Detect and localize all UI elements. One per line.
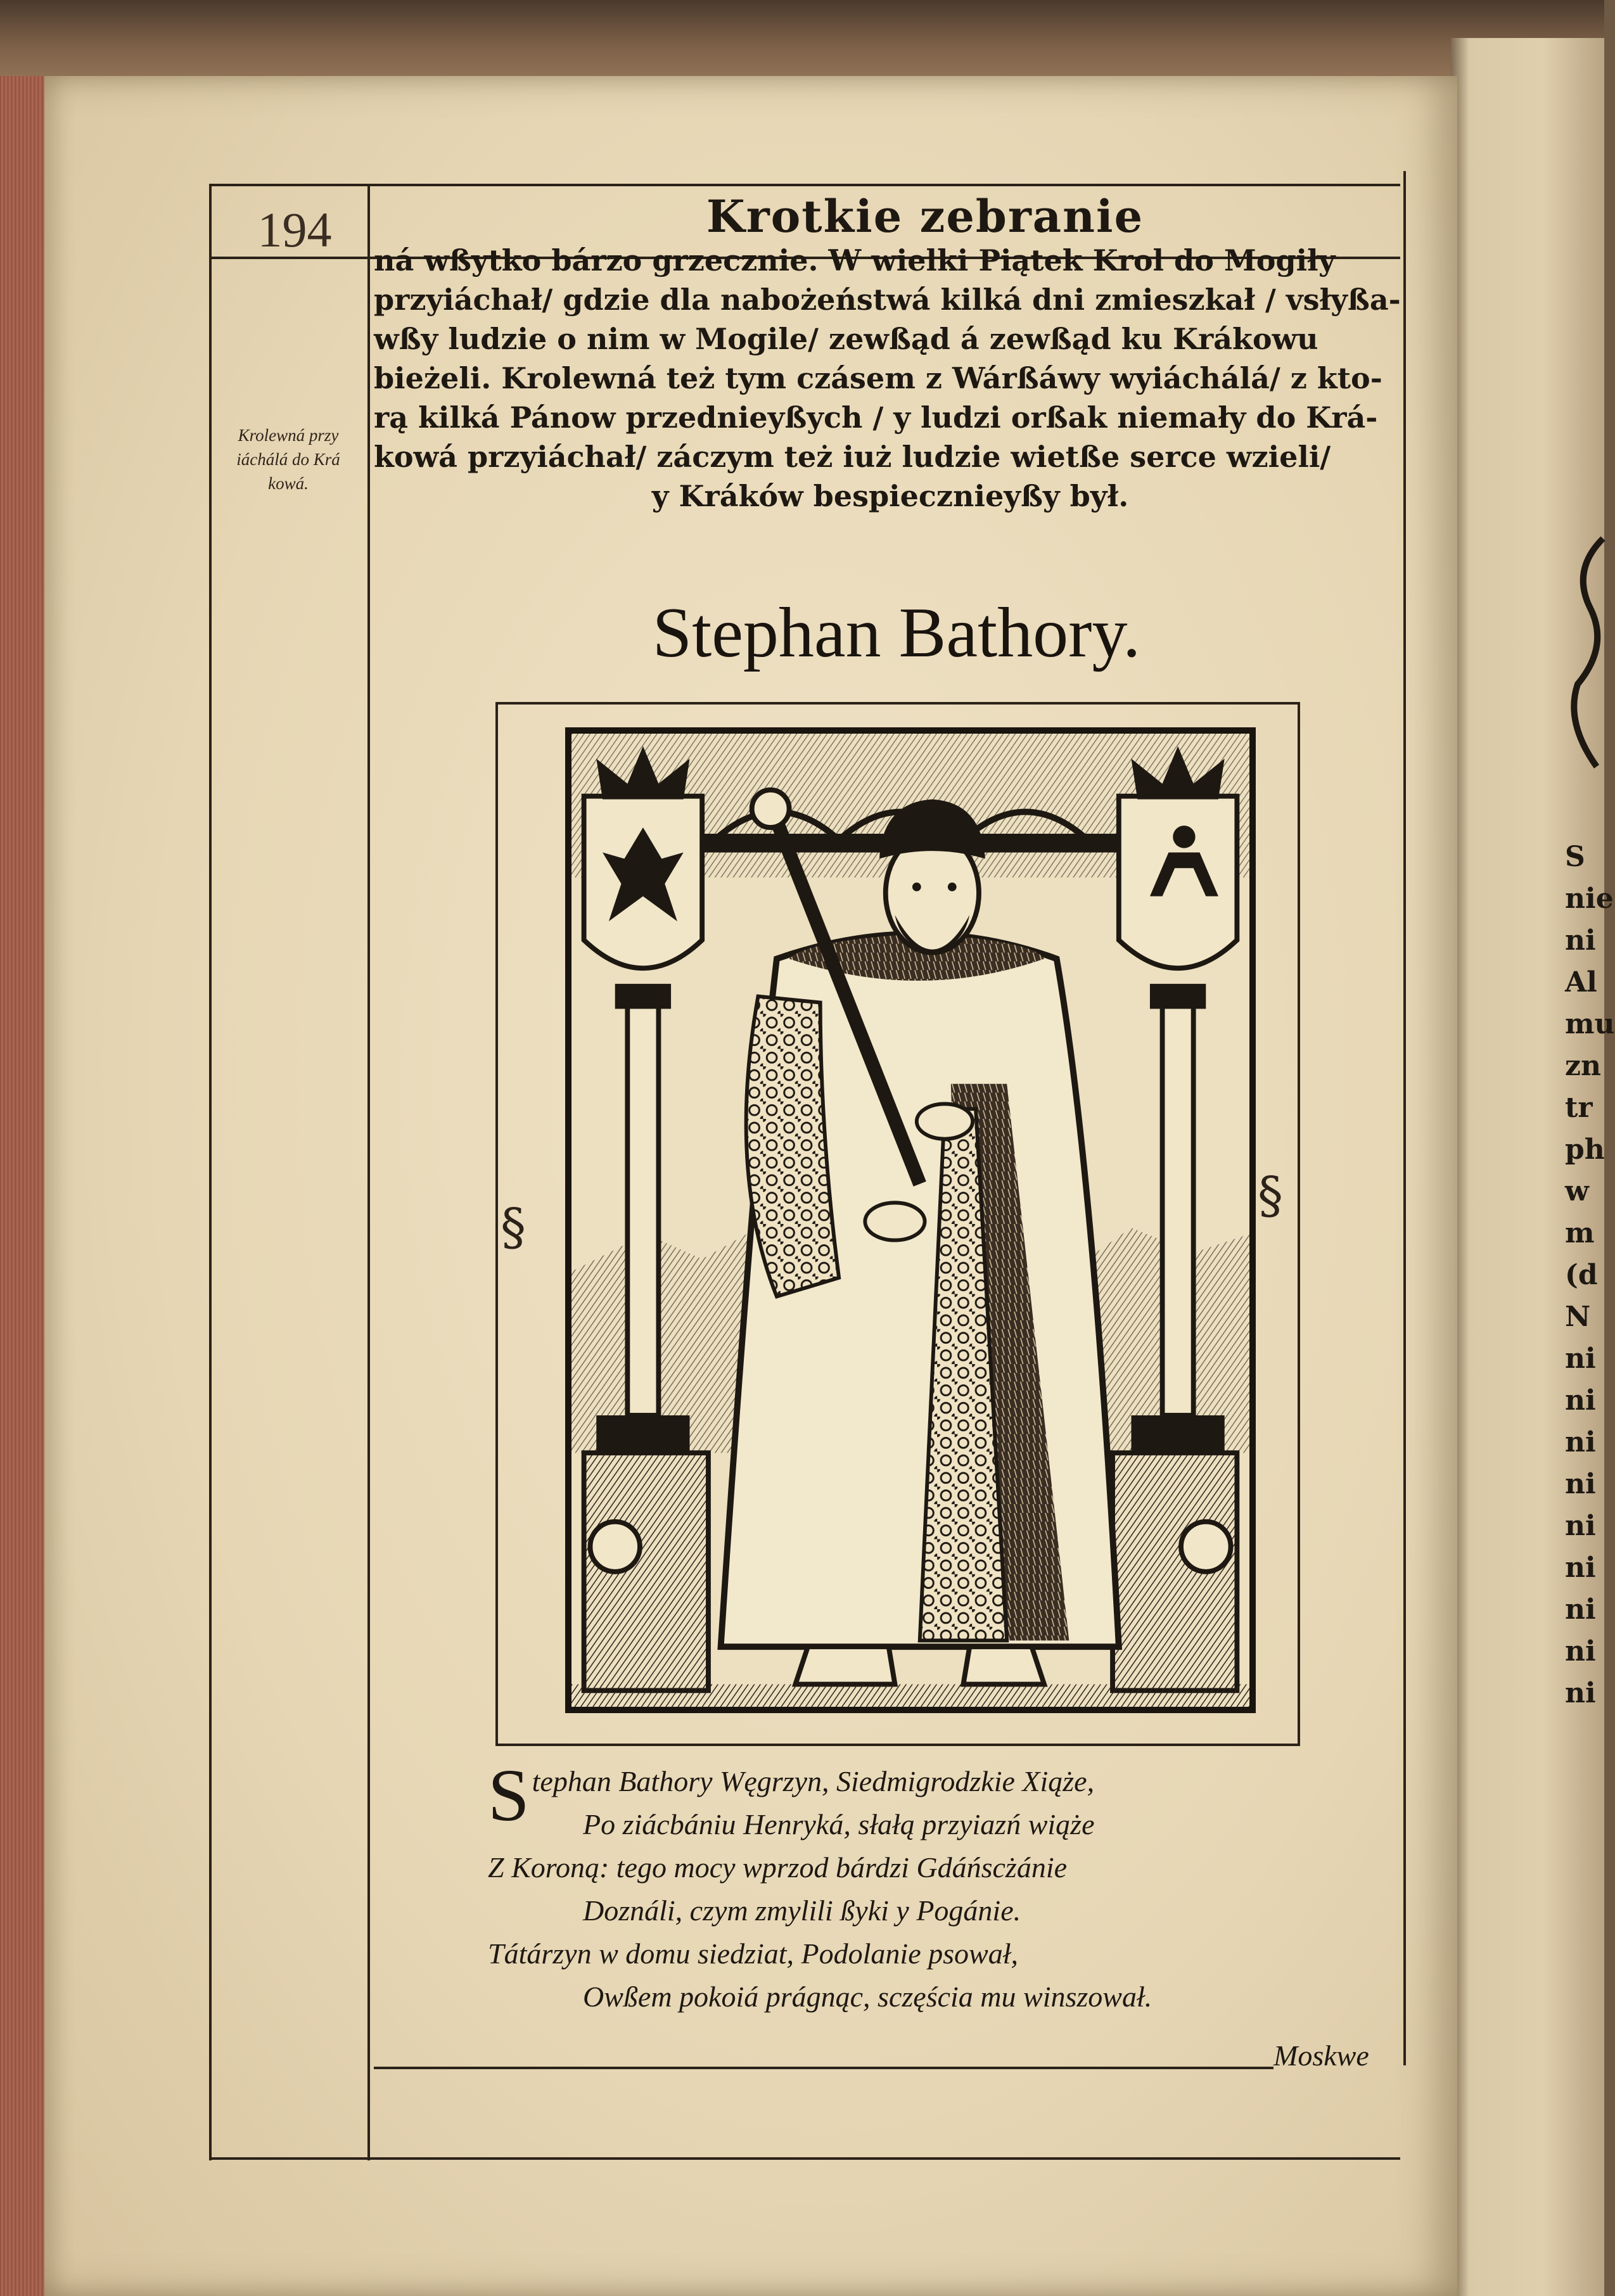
- facing-line: N: [1565, 1301, 1591, 1333]
- verse-line: Owßem pokoiá prágnąc, sczęścia mu winszował.: [583, 1980, 1152, 2013]
- verse-line: Tátárzyn w domu siedziat, Podolanie psował,: [488, 1937, 1018, 1970]
- margin-note-line: Krolewná przy: [238, 426, 339, 445]
- running-head: Krotkie zebranie: [706, 190, 1144, 243]
- facing-line: ni: [1565, 1426, 1596, 1458]
- verse: [488, 1754, 1337, 2019]
- body-line: kowá przyiáchał/ záczym też iuż ludzie wietße serce wzieli/: [374, 440, 1331, 474]
- body-line: rą kilká Pánow przednieyßych / y ludzi orßak niemały do Krá-: [374, 400, 1378, 435]
- facing-line: tr: [1565, 1092, 1593, 1124]
- body-line: ná wßytko bárzo grzecznie. W wielki Piątek Krol do Mogiły: [374, 243, 1336, 277]
- left-ornament: §: [501, 1197, 526, 1256]
- facing-line: ni: [1565, 1677, 1596, 1709]
- margin-note-line: iáchálá do Krá: [236, 450, 340, 469]
- facing-line: ni: [1565, 1635, 1596, 1668]
- verse-line: Z Koroną: tego mocy wprzod bárdzi Gdáńscżánie: [488, 1851, 1068, 1884]
- verse-line: Doználi, czym zmylili ßyki y Pogánie.: [583, 1894, 1021, 1927]
- body-line: przyiáchał/ gdzie dla nabożeństwá kilká dni zmieszkał / vsłyßa-: [374, 283, 1401, 317]
- facing-line: ni: [1565, 1552, 1596, 1584]
- plate-title: Stephan Bathory.: [652, 594, 1141, 672]
- facing-page-text: [1565, 836, 1615, 1714]
- facing-line: mu: [1565, 1008, 1615, 1040]
- facing-line: ni: [1565, 924, 1596, 957]
- catchword: Moskwe: [1273, 2039, 1369, 2072]
- facing-line: ni: [1565, 1468, 1596, 1500]
- facing-line: ni: [1565, 1343, 1596, 1375]
- facing-page-ornament: [1565, 532, 1604, 773]
- page-number: 194: [257, 202, 332, 257]
- page-edges: [0, 76, 51, 2296]
- body-line: bieżeli. Krolewná też tym czásem z Wárßáwy wyiáchálá/ z kto-: [374, 361, 1382, 395]
- facing-line: ni: [1565, 1510, 1596, 1542]
- frame-rule-left-inner: [367, 184, 370, 2160]
- body-line: wßy ludzie o nim w Mogile/ zewßąd á zewßąd ku Krákowu: [374, 322, 1318, 356]
- verse-line: Po ziácbániu Henryká, słałą przyiazń wiąże: [583, 1808, 1095, 1840]
- verse-line: tephan Bathory Węgrzyn, Siedmigrodzkie Xiąże,: [532, 1765, 1095, 1797]
- facing-line: m: [1565, 1217, 1595, 1249]
- facing-line: (d: [1565, 1259, 1598, 1291]
- woodcut-portrait: [565, 727, 1256, 1713]
- facing-line: S: [1565, 841, 1585, 873]
- margin-note: [209, 423, 367, 495]
- body-text: [374, 241, 1407, 516]
- facing-line: Al: [1565, 966, 1597, 998]
- body-line: y Kráków bespiecznieyßy był.: [651, 479, 1129, 513]
- facing-line: nie: [1565, 883, 1614, 915]
- frame-rule-text-base: [374, 2067, 1273, 2069]
- frame-rule-top: [209, 184, 1400, 186]
- drop-cap: S: [488, 1754, 530, 1837]
- frame-rule-bottom: [209, 2157, 1400, 2160]
- facing-line: zn: [1565, 1050, 1601, 1082]
- margin-note-line: kowá.: [268, 474, 309, 493]
- facing-line: ni: [1565, 1593, 1596, 1626]
- facing-line: ph: [1565, 1133, 1605, 1166]
- facing-line: w: [1565, 1175, 1589, 1208]
- facing-line: ni: [1565, 1384, 1596, 1417]
- right-ornament: §: [1258, 1166, 1283, 1225]
